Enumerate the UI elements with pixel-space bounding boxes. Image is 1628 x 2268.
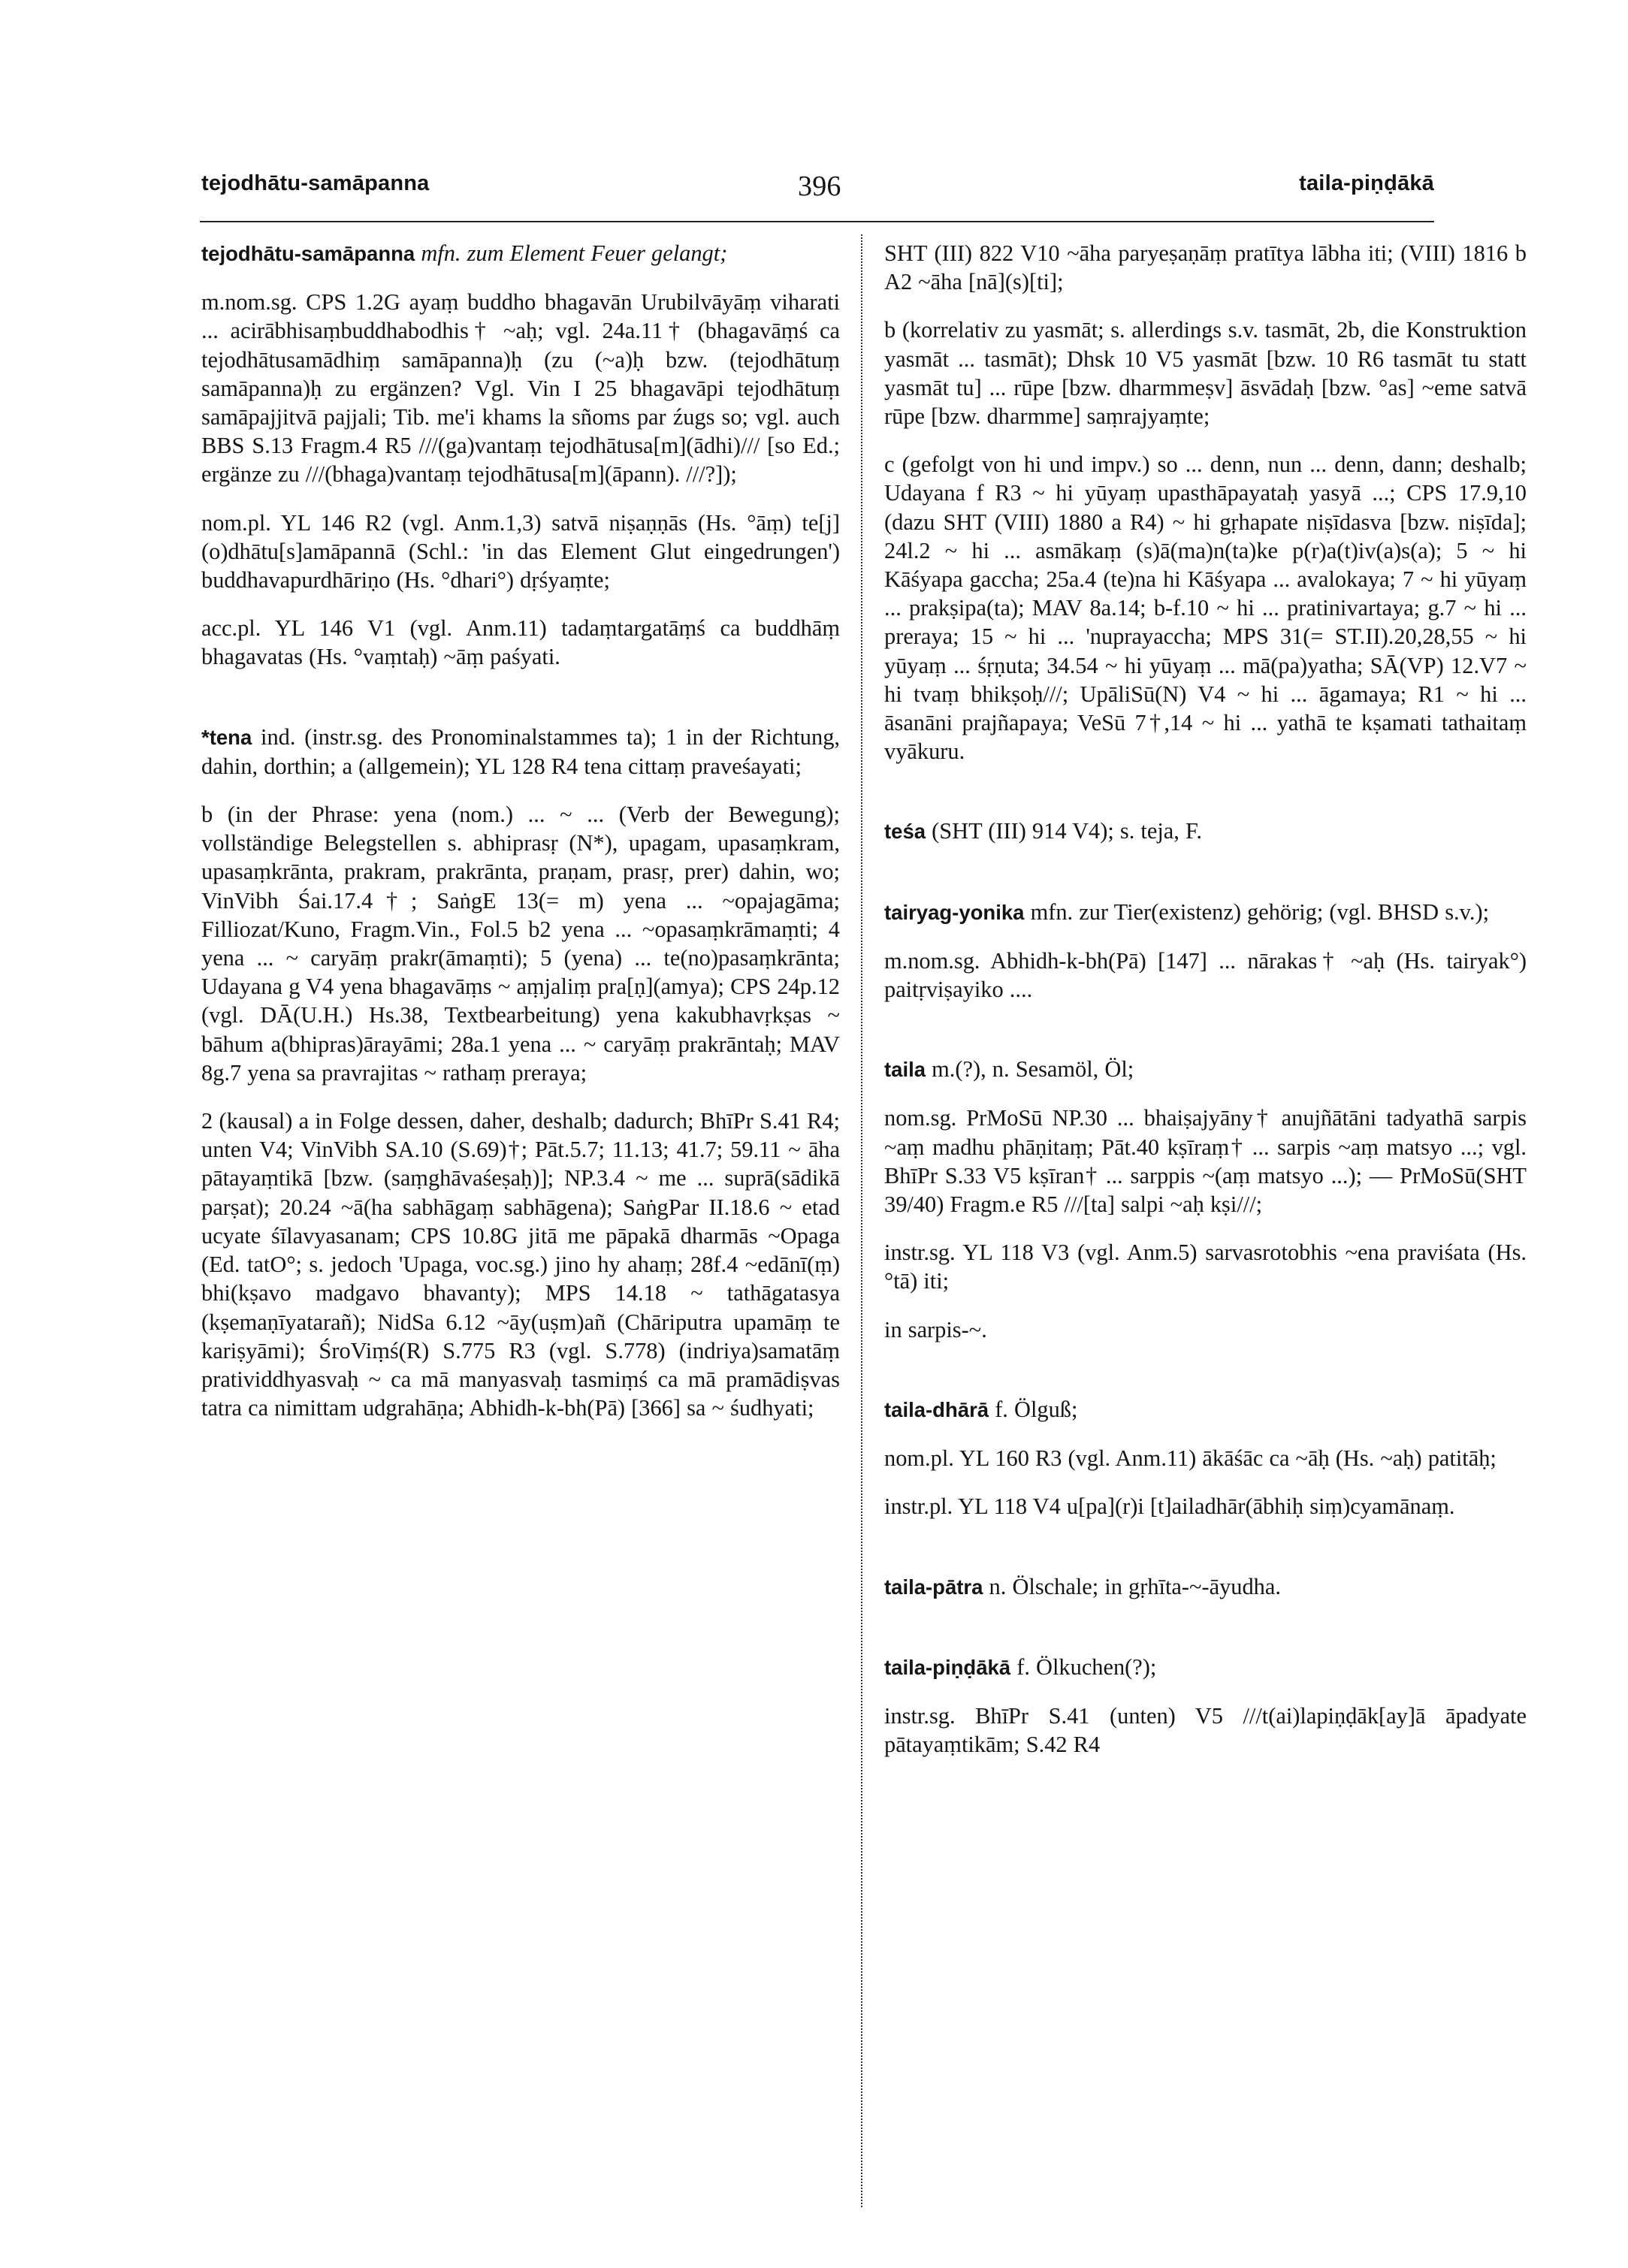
citation-paragraph: b (korrelativ zu yasmāt; s. allerdings s.v. tasmāt, 2b, die Konstruktion yasmāt ... tasmāt); Dhsk 10 V5 yasmāt [bzw. 10 R6 tasmāt tu statt yasmāt tu] ... rūpe [bzw. dharmmeṣv] āsvādaḥ [bzw. °as] ~eme satvā rūpe [bzw. dharmme] saṃrajyaṃte; [884, 317, 1527, 430]
citation-paragraph: nom.sg. PrMoSū NP.30 ... bhaiṣajyāny† anujñātāni tadyathā sarpis ~aṃ madhu phāṇitaṃ; Pāt.40 kṣīraṃ† ... sarpis ~aṃ matsyo ...; vgl. BhīPr S.33 V5 kṣīran† ... sarppis ~(aṃ matsyo ...); — PrMoSū(SHT 39/40) Fragm.e R5 ///[ta] salpi ~aḥ kṣi///; [884, 1105, 1527, 1218]
header-rule [200, 221, 1434, 222]
definition: f. Ölguß; [995, 1396, 1078, 1422]
definition: mfn. zum Element Feuer gelangt; [421, 240, 728, 266]
headword: teśa [884, 820, 926, 844]
right-column [884, 239, 1527, 1778]
definition: mfn. zur Tier(existenz) gehörig; (vgl. BHSD s.v.); [1030, 898, 1490, 925]
definition: m.(?), n. Sesamöl, Öl; [932, 1056, 1134, 1083]
entry-tairyag-yonika [884, 898, 1527, 927]
page-number: 396 [798, 171, 841, 202]
entry-tejodhatu-samapanna [201, 239, 840, 268]
citation-paragraph: nom.pl. YL 146 R2 (vgl. Anm.1,3) satvā niṣaṇṇās (Hs. °āṃ) te[j](o)dhātu[s]amāpannā (Schl.: 'in das Element Glut eingedrungen') buddhavapurdhāriṇo (Hs. °dhari°) dṛśyaṃte; [201, 509, 840, 593]
column-divider [861, 234, 864, 2207]
headword: taila-pātra [884, 1575, 983, 1599]
citation-paragraph: nom.pl. YL 160 R3 (vgl. Anm.11) ākāśāc ca ~āḥ (Hs. ~aḥ) patitāḥ; [884, 1445, 1497, 1472]
citation-paragraph: b (in der Phrase: yena (nom.) ... ~ ... (Verb der Bewegung); vollständige Belegstellen s. abhiprasṛ (N*), upagam, upasaṃkram, upasaṃkrānta, prakram, prakrānta, praṇam, prasṛ, prer) dahin, wo; VinVibh Śai.17.4†; SaṅgE 13(= m) yena ... ~opajagāma; Filliozat/Kuno, Fragm.Vin., Fol.5 b2 yena ... ~opasaṃkrāmaṃti; 4 yena ... ~ caryāṃ prakr(āmaṃti); 5 (yena) ... te(no)pasaṃkrānta; Udayana g V4 yena bhagavāṃs ~ aṃjaliṃ pra[ṇ](amya); CPS 24p.12 (vgl. DĀ(U.H.) Hs.38, Textbearbeitung) yena kakubhavṛkṣas ~ bāhum a(bhipras)ārayāmi; 28a.1 yena ... ~ caryāṃ prakrāntaḥ; MAV 8g.7 yena sa pravrajitas ~ rathaṃ preraya; [201, 802, 840, 1086]
citation-paragraph: m.nom.sg. Abhidh-k-bh(Pā) [147] ... nārakas† ~aḥ (Hs. tairyak°) paitṛviṣayiko .... [884, 947, 1527, 1003]
headword: taila-dhārā [884, 1397, 989, 1421]
headword: taila-piṇḍākā [884, 1655, 1011, 1679]
citation-paragraph: in sarpis-~. [884, 1316, 987, 1342]
citation-paragraph: SHT (III) 822 V10 ~āha paryeṣaṇāṃ pratītya lābha iti; (VIII) 1816 b A2 ~āha [nā](s)[ti]; [884, 240, 1527, 295]
definition: f. Ölkuchen(?); [1016, 1653, 1157, 1680]
citation-paragraph: acc.pl. YL 146 V1 (vgl. Anm.11) tadaṃtargatāṃś ca buddhāṃ bhagavatas (Hs. °vaṃtaḥ) ~āṃ paśyati. [201, 615, 840, 670]
entry-tena [201, 723, 840, 781]
entry-taila-dhara [884, 1395, 1527, 1424]
running-head-left: tejodhātu-samāpanna [201, 171, 430, 195]
headword: tairyag-yonika [884, 900, 1025, 924]
citation-paragraph: c (gefolgt von hi und impv.) so ... denn, nun ... denn, dann; deshalb; Udayana f R3 ~ hi yūyaṃ upasthāpayataḥ yasyā ...; CPS 17.9,10 (dazu SHT (VIII) 1880 a R4) ~ hi gṛhapate niṣīdasva [bzw. niṣīda]; 24l.2 ~ hi ... asmākaṃ (s)ā(ma)n(ta)ke p(r)a(t)iv(a)s(a); 5 ~ hi Kāśyapa gaccha; 25a.4 (te)na hi Kāśyapa ... avalokaya; 7 ~ hi yūyaṃ ... prakṣipa(ta); MAV 8a.14; b-f.10 ~ hi ... pratinivartaya; g.7 ~ hi ... preraya; 15 ~ hi ... 'nuprayaccha; MPS 31(= ST.II).20,28,55 ~ hi yūyaṃ ... śṛṇuta; 34.54 ~ hi yūyaṃ ... mā(pa)yatha; SĀ(VP) 12.V7 ~ hi tvaṃ bhikṣoḥ///; UpāliSū(N) V4 ~ hi ... āgamaya; R1 ~ hi ... āsanāni prajñapaya; VeSū 7†,14 ~ hi ... yathā te kṣamati tathaitaṃ vyākuru. [884, 451, 1527, 765]
headword: taila [884, 1058, 926, 1082]
entry-taila-pindaka [884, 1653, 1527, 1682]
running-head-right: taila-piṇḍākā [1299, 171, 1434, 195]
definition: n. Ölschale; in gṛhīta-~-āyudha. [989, 1573, 1281, 1599]
headword: *tena [201, 725, 252, 749]
definition: (SHT (III) 914 V4); s. teja, F. [932, 818, 1203, 844]
left-column [201, 239, 840, 1442]
citation-paragraph: m.nom.sg. CPS 1.2G ayaṃ buddho bhagavān Urubilvāyāṃ viharati ... acirābhisaṃbuddhabodhis† ~aḥ; vgl. 24a.11† (bhagavāṃś ca tejodhātusamādhiṃ samāpanna)ḥ (zu (~a)ḥ bzw. (tejodhātuṃ samāpanna)ḥ zu ergänzen? Vgl. Vin I 25 bhagavāpi tejodhātuṃ samāpajjitvā pajjali; Tib. me'i khams la sñoms par źugs so; vgl. auch BBS S.13 Fragm.4 R5 ///(ga)vantaṃ tejodhātusa[m](ādhi)/// [so Ed.; ergänze zu ///(bhaga)vantaṃ tejodhātusa[m](āpann). ///?]); [201, 289, 840, 488]
citation-paragraph: 2 (kausal) a in Folge dessen, daher, deshalb; dadurch; BhīPr S.41 R4; unten V4; VinVibh SA.10 (S.69)†; Pāt.5.7; 11.13; 41.7; 59.11 ~ āha pātayaṃtikā [bzw. (saṃghāvaśeṣaḥ)]; NP.3.4 ~ me ... suprā(sādikā parṣat); 20.24 ~ā(ha sabhāgaṃ sabhāgena); SaṅgPar II.18.6 ~ etad ucyate śīlavyasanam; CPS 10.8G jitā me pāpakā dharmās ~Opaga (Ed. tatO°; s. jedoch 'Upaga, voc.sg.) jino hy ahaṃ; 28f.4 ~edānī(ṃ) bhi(kṣavo madgavo bhavanty); MPS 14.18 ~ tathāgatasya (kṣemaṇīyatarañ); NidSa 6.12 ~āy(uṣm)añ (Chāriputra upamāṃ te kariṣyāmi); ŚroViṃś(R) S.775 R3 (vgl. S.778) (indriya)samatāṃ pratividdhyasvaḥ ~ ca mā manyasvaḥ tasmiṃś ca mā pramādiṣvas tatra ca nimittam udgrahāṇa; Abhidh-k-bh(Pā) [366] sa ~ śudhyati; [201, 1108, 840, 1421]
citation-paragraph: instr.pl. YL 118 V4 u[pa](r)i [t]ailadhār(ābhiḥ siṃ)cyamānaṃ. [884, 1493, 1455, 1520]
entry-taila-patra [884, 1572, 1527, 1602]
citation-paragraph: instr.sg. BhīPr S.41 (unten) V5 ///t(ai)lapiṇḍāk[ay]ā āpadyate pātayaṃtikām; S.42 R4 [884, 1702, 1527, 1758]
definition: ind. (instr.sg. des Pronominalstammes ta); 1 in der Richtung, dahin, dorthin; a (allgemein); YL 128 R4 tena cittaṃ praveśayati; [201, 723, 840, 779]
headword: tejodhātu-samāpanna [201, 242, 415, 265]
entry-tesa [884, 817, 1527, 846]
citation-paragraph: instr.sg. YL 118 V3 (vgl. Anm.5) sarvasrotobhis ~ena praviśata (Hs. °tā) iti; [884, 1240, 1527, 1294]
entry-taila [884, 1055, 1527, 1084]
